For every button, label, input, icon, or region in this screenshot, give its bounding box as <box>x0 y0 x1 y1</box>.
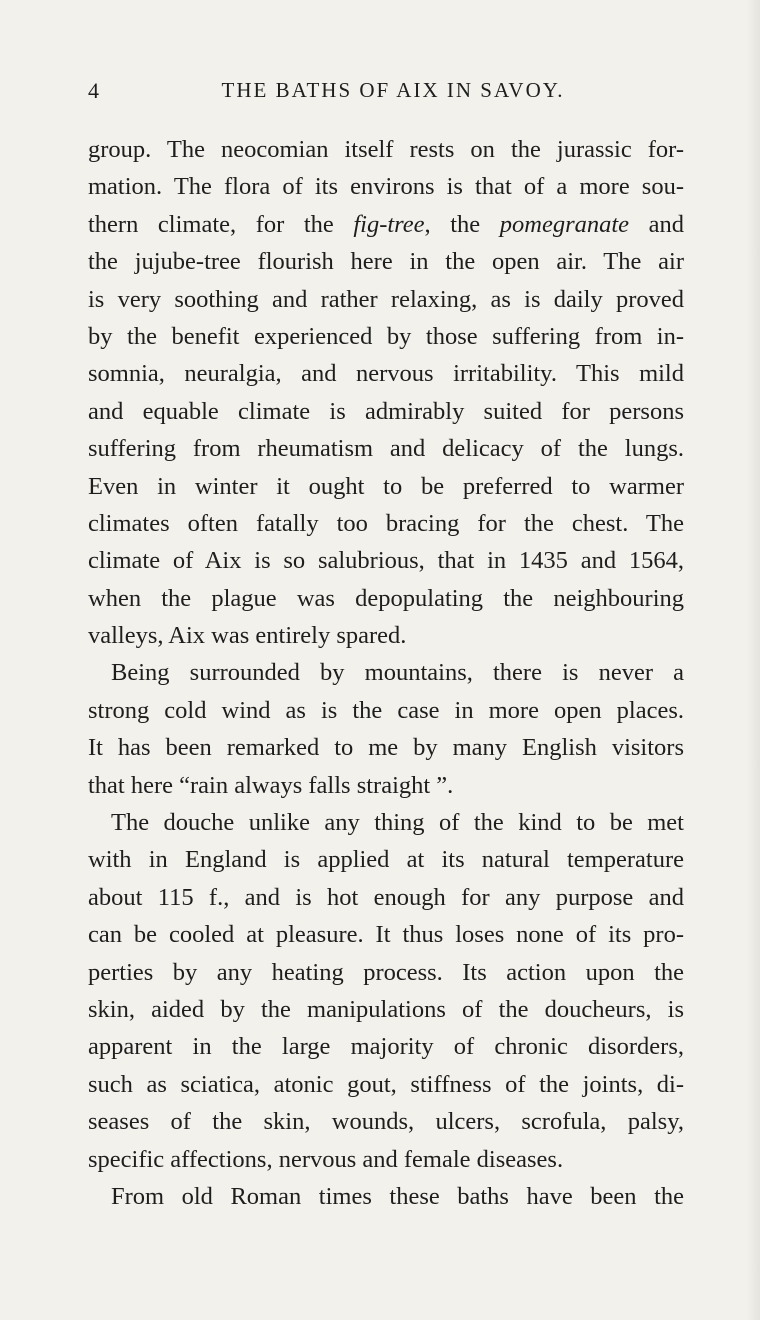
text-line: From old Roman times these baths have been the <box>111 1182 684 1210</box>
text-line: mation. The flora of its environs is that of a more sou- <box>88 173 684 201</box>
text-line: the jujube-tree flourish here in the open air. The air <box>88 248 684 276</box>
text-line: apparent in the large majority of chronic disorders, <box>88 1033 684 1061</box>
text-line: climate of Aix is so salubrious, that in 1435 and 1564, <box>88 547 684 575</box>
text-line: specific affections, nervous and female diseases. <box>88 1145 564 1173</box>
italic-term: fig-tree <box>353 210 425 238</box>
page-number: 4 <box>88 78 100 103</box>
text-line: that here “rain always falls straight ”. <box>88 771 454 799</box>
text-line: Being surrounded by mountains, there is never a <box>111 659 684 687</box>
text-line: is very soothing and rather relaxing, as is daily proved <box>88 285 684 313</box>
text-line: somnia, neuralgia, and nervous irritability. This mild <box>88 360 684 388</box>
italic-term: pomegranate <box>499 210 630 238</box>
text-line: by the benefit experienced by those suffering from in- <box>88 322 684 350</box>
text-line: perties by any heating process. Its action upon the <box>88 958 684 986</box>
text-line: can be cooled at pleasure. It thus loses none of its pro- <box>88 921 684 949</box>
page-header <box>88 78 688 108</box>
text-line: such as sciatica, atonic gout, stiffness of the joints, di- <box>88 1070 684 1098</box>
text-line: suffering from rheumatism and delicacy of the lungs. <box>88 435 684 463</box>
text-line: strong cold wind as is the case in more open places. <box>88 696 684 724</box>
running-title: THE BATHS OF AIX IN SAVOY. <box>221 78 565 102</box>
text-line: skin, aided by the manipulations of the doucheurs, is <box>88 995 684 1023</box>
text-line: It has been remarked to me by many English visitors <box>88 734 684 762</box>
text-line: when the plague was depopulating the neighbouring <box>88 584 684 612</box>
page-edge-shadow <box>746 0 760 1320</box>
text-segment: , the <box>424 210 500 238</box>
text-line: group. The neocomian itself rests on the jurassic for- <box>88 136 684 163</box>
text-line: about 115 f., and is hot enough for any purpose and <box>88 883 684 911</box>
text-line: with in England is applied at its natural temperature <box>88 846 684 874</box>
text-line <box>88 206 684 243</box>
text-line: The douche unlike any thing of the kind to be met <box>111 809 684 837</box>
text-segment: thern climate, for the <box>88 210 354 238</box>
text-line: climates often fatally too bracing for the chest. The <box>88 509 684 537</box>
text-line: and equable climate is admirably suited for persons <box>88 397 684 425</box>
text-line: seases of the skin, wounds, ulcers, scrofula, palsy, <box>88 1108 684 1136</box>
text-segment: and <box>629 210 684 238</box>
body-text <box>88 131 684 1215</box>
text-line: valleys, Aix was entirely spared. <box>88 622 407 650</box>
text-line: Even in winter it ought to be preferred to warmer <box>88 472 684 500</box>
